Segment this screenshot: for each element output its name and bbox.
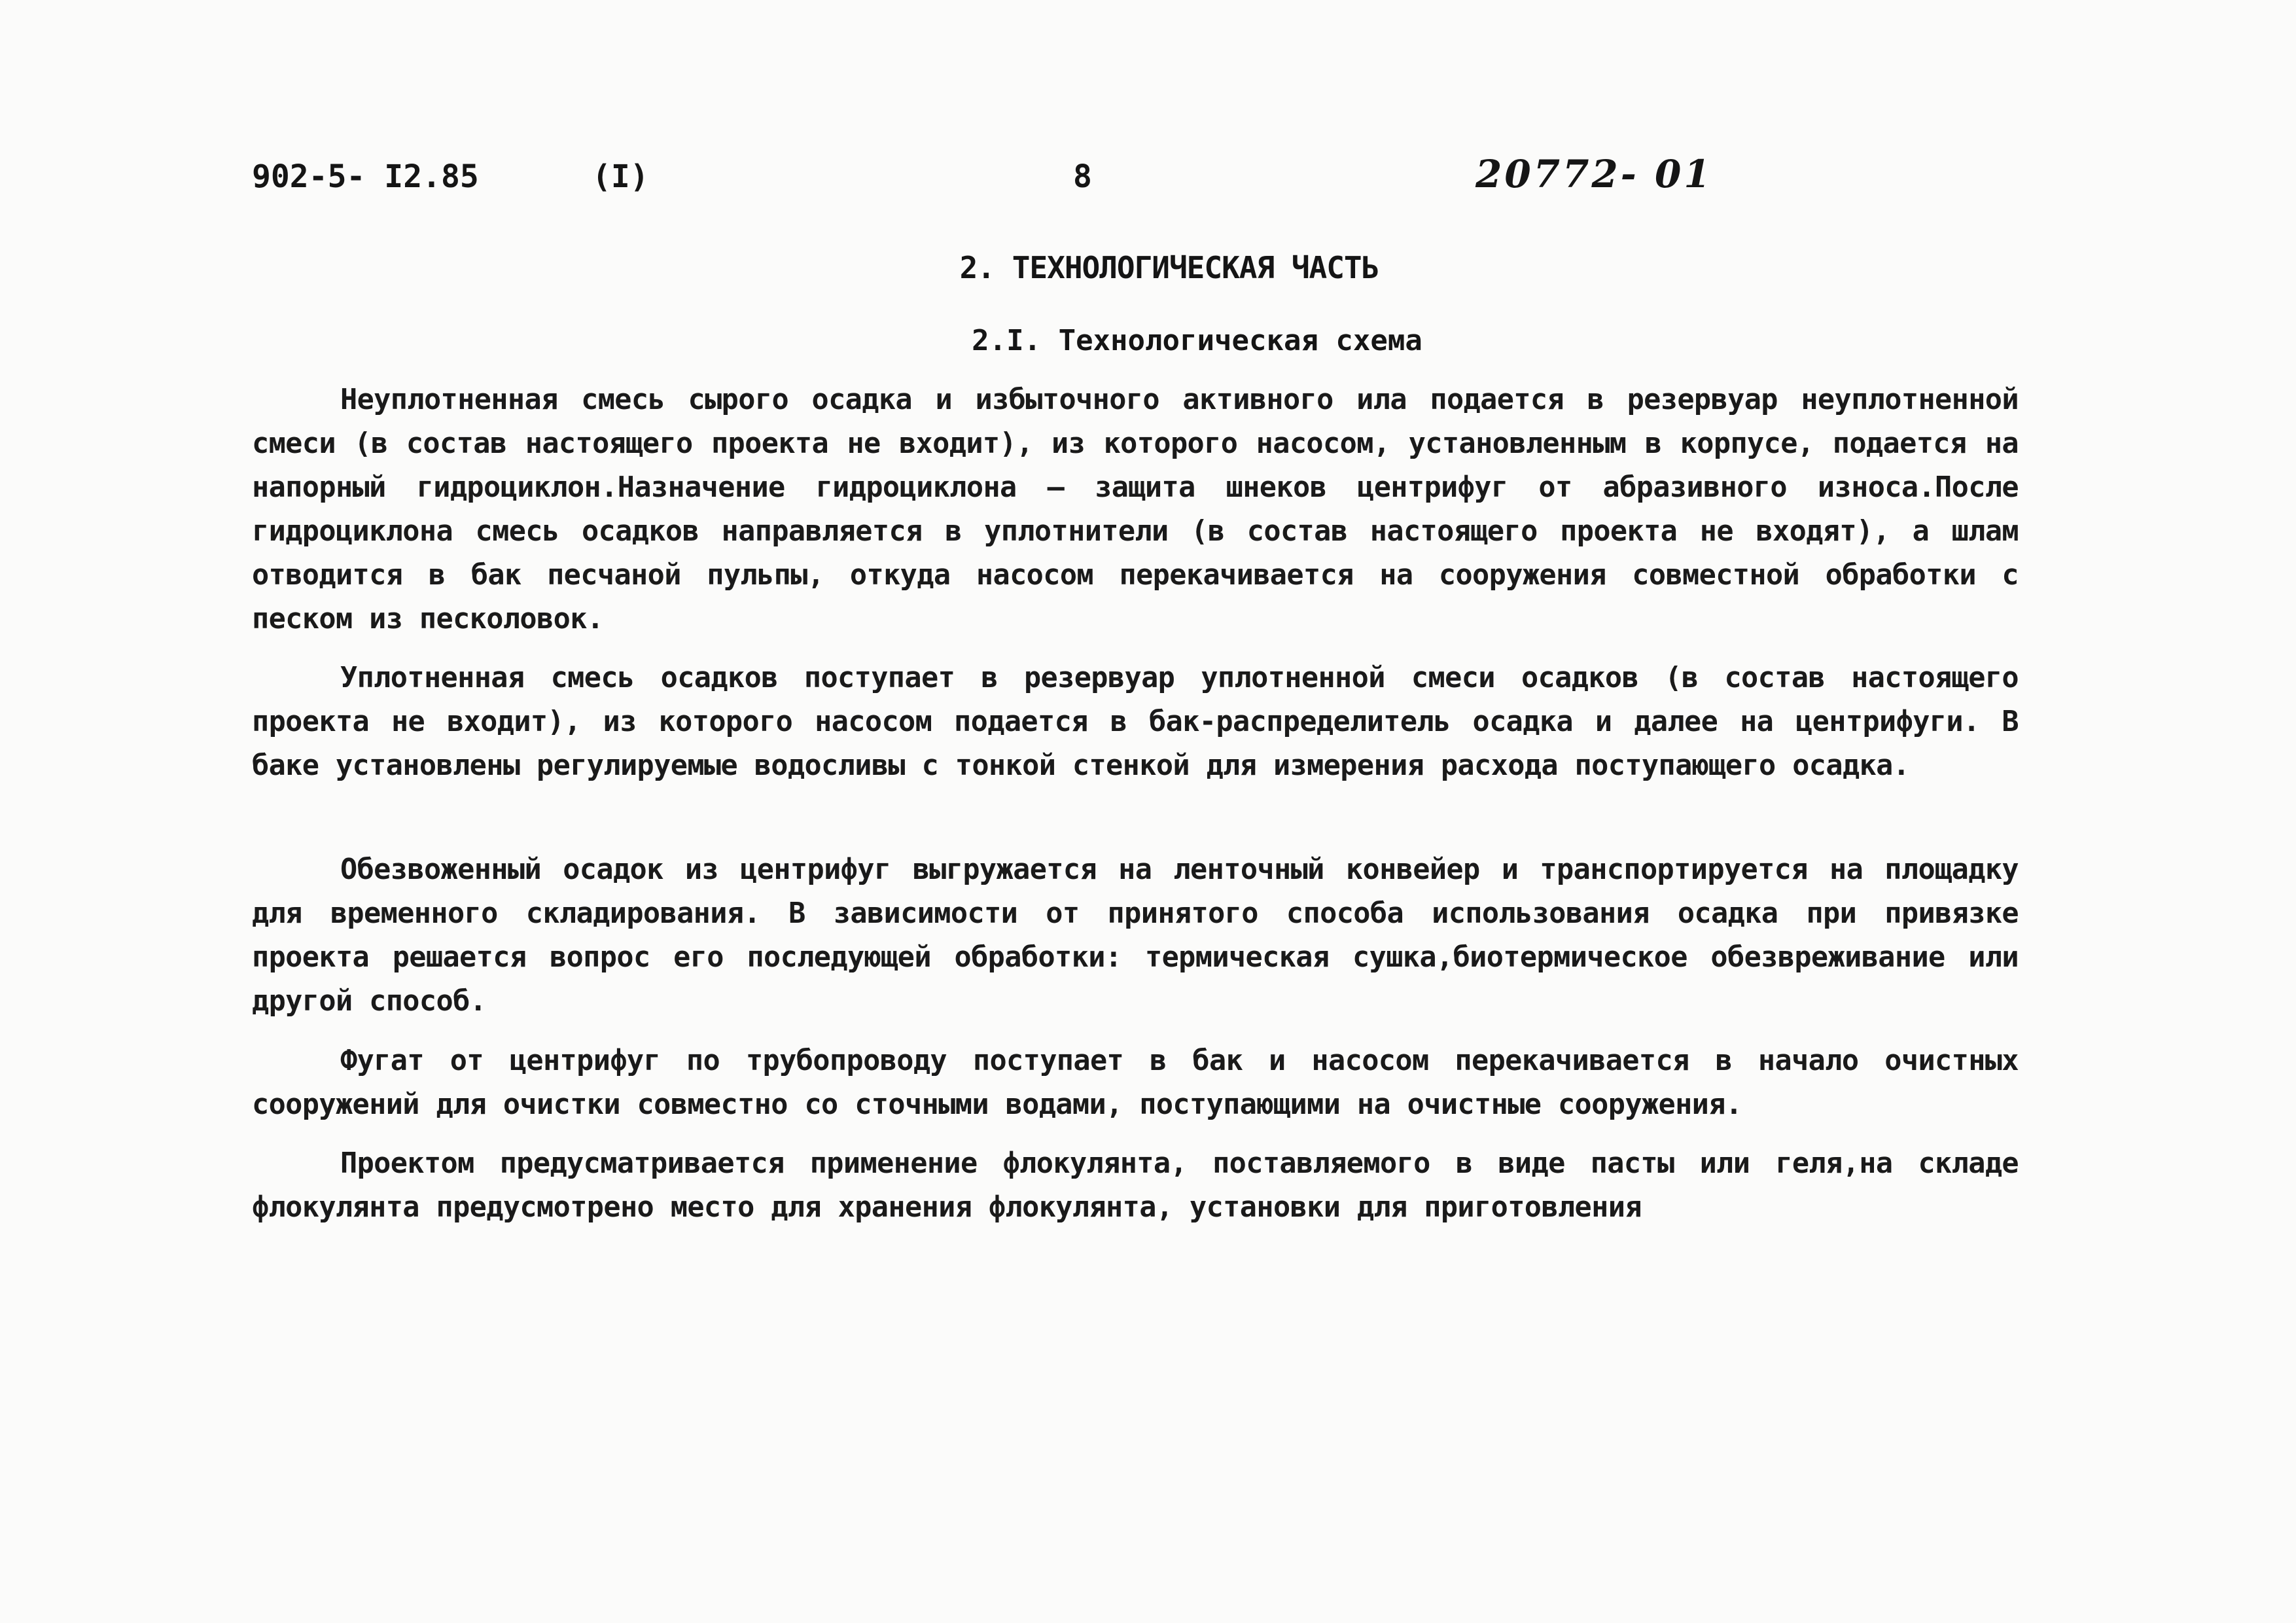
paragraph-raw-sludge: Неуплотненная смесь сырого осадка и избыточного активного ила подается в резервуар неуплотненной смеси (в состав настоящего проекта не входит), из которого насосом, установленным в корпусе, подается на напорный гидроциклон.Назначение гидроциклона – защита шнеков центрифуг от абразивного износа.После гидроциклона смесь осадков направляется в уплотнители (в состав настоящего проекта не входят), а шлам отводится в бак песчаной пульпы, откуда насосом перекачивается на сооружения совместной обработки с песком из песколовок. [252, 383, 2019, 635]
sheet-number: 8 [1073, 158, 1092, 195]
document-code: 902-5- I2.85 [252, 158, 479, 195]
subsection-title: 2.I. Технологическая схема [972, 324, 1422, 357]
paragraph-thickened-sludge: Уплотненная смесь осадков поступает в резервуар уплотненной смеси осадков (в состав настоящего проекта не входит), из которого насосом подается в бак-распределитель осадка и далее на центрифуги. В баке установлены регулируемые водосливы с тонкой стенкой для измерения расхода поступающего осадка. [252, 662, 2019, 782]
paragraph-centrate: Фугат от центрифуг по трубопроводу поступает в бак и насосом перекачивается в начало очистных сооружений для очистки совместно со сточными водами, поступающими на очистные сооружения. [252, 1044, 2019, 1121]
paragraph-flocculant: Проектом предусматривается применение флокулянта, поставляемого в виде пасты или геля,на складе флокулянта предусмотрено место для хранения флокулянта, установки для приготовления [252, 1147, 2019, 1224]
section-title: 2. ТЕХНОЛОГИЧЕСКАЯ ЧАСТЬ [959, 250, 1379, 285]
issue-number: (I) [592, 158, 649, 195]
paragraph-dewatered-sludge: Обезвоженный осадок из центрифуг выгружается на ленточный конвейер и транспортируется на площадку для временного складирования. В зависимости от принятого способа использования осадка при привязке проекта решается вопрос его последующей обработки: термическая сушка,биотермическое обезвреживание или другой способ. [252, 853, 2019, 1018]
handwritten-inventory-number: 20772- 01 [1475, 152, 1713, 196]
